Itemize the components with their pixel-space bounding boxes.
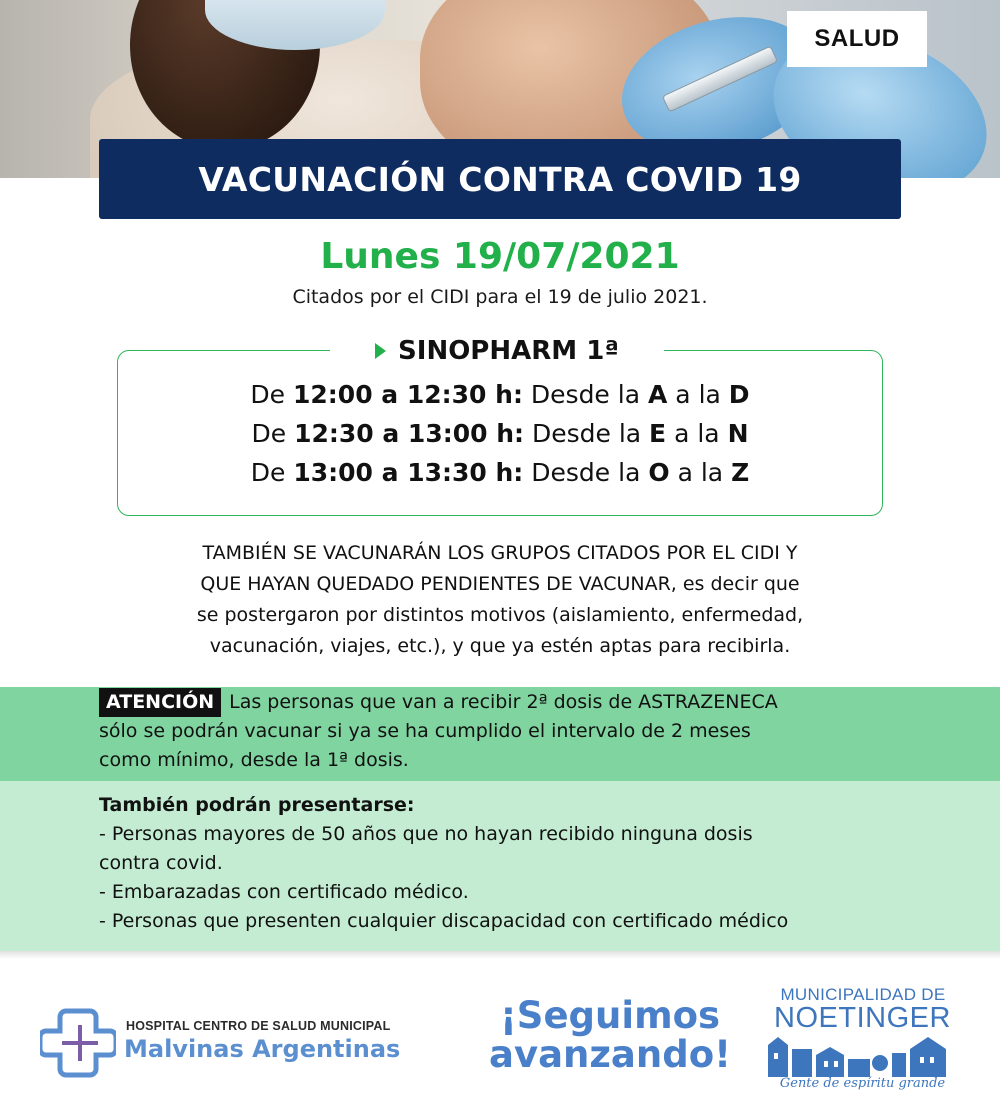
notice-line: TAMBIÉN SE VACUNARÁN LOS GRUPOS CITADOS POR EL CIDI Y <box>202 542 798 564</box>
play-triangle-icon <box>375 343 386 359</box>
municipality-line2: NOETINGER <box>774 1002 951 1034</box>
eligibility-item: - Personas que presenten cualquier discapacidad con certificado médico <box>99 910 789 932</box>
letter-start: O <box>648 458 670 487</box>
municipality-line1: MUNICIPALIDAD DE <box>780 985 946 1004</box>
attention-badge: ATENCIÓN <box>99 688 221 717</box>
event-subtitle: Citados por el CIDI para el 19 de julio 2021. <box>292 286 708 308</box>
hospital-name-line1: HOSPITAL CENTRO DE SALUD MUNICIPAL <box>126 1019 391 1033</box>
time-range: 12:00 a 12:30 h: <box>293 380 523 409</box>
page-title: VACUNACIÓN CONTRA COVID 19 <box>99 139 901 219</box>
notice-line: QUE HAYAN QUEDADO PENDIENTES DE VACUNAR, es decir que <box>200 573 800 595</box>
schedule-heading <box>330 332 664 370</box>
eligibility-item: - Personas mayores de 50 años que no hayan recibido ninguna dosis <box>99 823 753 845</box>
schedule-row: De 12:00 a 12:30 h: Desde la A a la D <box>250 380 750 409</box>
letter-end: D <box>728 380 750 409</box>
vaccine-name: SINOPHARM 1ª <box>398 336 619 366</box>
letter-start: A <box>647 380 668 409</box>
medical-cross-icon <box>40 1005 116 1081</box>
town-skyline-icon <box>768 1035 948 1077</box>
eligibility-item: - Embarazadas con certificado médico. <box>99 881 469 903</box>
municipality-tagline: Gente de espíritu grande <box>779 1076 946 1091</box>
hospital-logo <box>40 1003 400 1083</box>
time-range: 13:00 a 13:30 h: <box>293 458 524 487</box>
notice-line: vacunación, viajes, etc.), y que ya estén aptas para recibirla. <box>209 635 791 657</box>
municipality-logo <box>760 985 960 1095</box>
letter-end: Z <box>731 458 750 487</box>
eligibility-list <box>99 791 949 936</box>
time-range: 12:30 a 13:00 h: <box>294 419 525 448</box>
divider <box>0 951 1000 959</box>
schedule-list <box>117 380 883 497</box>
letter-end: N <box>727 419 749 448</box>
letter-start: E <box>649 419 667 448</box>
notice-line: se postergaron por distintos motivos (aislamiento, enfermedad, <box>196 604 804 626</box>
attention-text: ATENCIÓN Las personas que van a recibir 2ª dosis de ASTRAZENECA sólo se podrán vacunar si ya se ha cumplido el intervalo de 2 meses como mínimo, desde la 1ª dosis. <box>99 688 929 775</box>
schedule-row: De 12:30 a 13:00 h: Desde la E a la N <box>251 419 749 448</box>
event-date: Lunes 19/07/2021 <box>320 236 680 277</box>
schedule-row: De 13:00 a 13:30 h: Desde la O a la Z <box>250 458 750 487</box>
slogan: ¡Seguimos avanzando! <box>488 994 732 1076</box>
section-tag: SALUD <box>787 11 927 67</box>
notice-paragraph <box>60 538 940 662</box>
eligibility-heading: También podrán presentarse: <box>99 794 415 816</box>
hospital-name-line2: Malvinas Argentinas <box>124 1035 401 1063</box>
eligibility-item: contra covid. <box>99 852 223 874</box>
